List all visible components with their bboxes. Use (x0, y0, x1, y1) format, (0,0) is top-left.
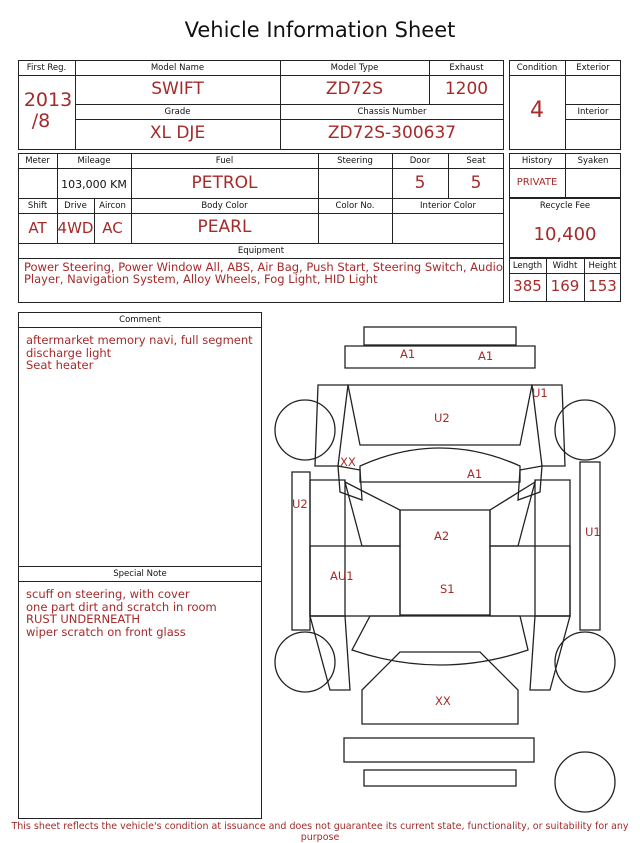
damage-mark: A1 (467, 467, 483, 481)
pillar-left (345, 482, 400, 546)
history-label: History (521, 156, 553, 166)
condition-label: Condition (516, 63, 558, 73)
front-fender-left (315, 385, 348, 466)
grade-value: XL DJE (149, 123, 206, 143)
recycle-fee-label: Recycle Fee (539, 201, 591, 211)
footer-disclaimer: This sheet reflects the vehicle's condition at issuance and does not guarantee its current state, functionality, or suitability for any purpose (11, 821, 629, 843)
equipment-label: Equipment (237, 246, 285, 256)
interior-color-label: Interior Color (420, 201, 476, 211)
grade-label: Grade (164, 107, 191, 117)
mirror-right (518, 466, 542, 500)
door-label: Door (409, 156, 431, 166)
front-door-right-outer (535, 480, 570, 616)
aircon-value: AC (102, 219, 123, 237)
damage-mark: A1 (478, 349, 494, 363)
model-type-label: Model Type (330, 63, 379, 73)
history-value: PRIVATE (516, 177, 558, 188)
height-value: 153 (588, 277, 617, 295)
length-label: Length (512, 261, 543, 271)
damage-mark: XX (340, 455, 356, 469)
side-sill-left (292, 472, 310, 630)
wheel-front-left (275, 400, 335, 460)
damage-mark: U2 (434, 411, 450, 425)
first-reg-year: 2013 (23, 89, 73, 111)
damage-mark: XX (435, 694, 451, 708)
model-name-label: Model Name (150, 63, 205, 73)
equipment-line-2: Player, Navigation System, Alloy Wheels, Fog Light, HID Light (24, 272, 378, 286)
special-note-text (26, 588, 217, 638)
height-label: Height (588, 261, 617, 271)
wheel-rear-right (555, 632, 615, 692)
special-note-line: one part dirt and scratch in room (26, 599, 217, 614)
shift-label: Shift (27, 201, 48, 211)
fuel-label: Fuel (215, 156, 234, 166)
width-value: 169 (550, 277, 580, 295)
comment-label: Comment (119, 315, 161, 325)
front-door-left-outer (310, 480, 345, 616)
trunk (362, 652, 518, 724)
chassis-value: ZD72S-300637 (327, 123, 457, 143)
special-note-line: RUST UNDERNEATH (26, 612, 141, 626)
steering-label: Steering (337, 156, 373, 166)
comment-line: aftermarket memory navi, full segment (26, 333, 253, 347)
rear-door-right (490, 546, 570, 616)
fuel-value: PETROL (191, 173, 258, 193)
mileage-value: 103,000 KM (61, 178, 127, 191)
comment-line: Seat heater (26, 358, 94, 372)
damage-mark: S1 (440, 582, 455, 596)
exhaust-value: 1200 (444, 79, 489, 99)
meter-label: Meter (25, 156, 50, 166)
seat-label: Seat (466, 156, 486, 166)
exterior-label: Exterior (576, 63, 610, 73)
shift-value: AT (28, 219, 47, 237)
model-name-value: SWIFT (151, 79, 204, 99)
rear-bumper-lower (364, 770, 516, 786)
damage-mark: U1 (585, 525, 601, 539)
interior-label: Interior (577, 107, 609, 117)
aircon-label: Aircon (99, 201, 126, 211)
mileage-label: Mileage (77, 156, 111, 166)
damage-mark: A2 (434, 529, 450, 543)
mirror-left (338, 466, 362, 500)
car-damage-diagram (270, 322, 622, 816)
front-bumper-lower (345, 346, 535, 368)
body-color-label: Body Color (201, 201, 248, 211)
width-label: Widht (552, 261, 578, 271)
damage-mark: U2 (292, 497, 308, 511)
page-title: Vehicle Information Sheet (184, 18, 456, 42)
side-sill-right (580, 462, 600, 630)
color-no-label: Color No. (335, 201, 375, 211)
rear-fender-right (530, 616, 570, 690)
first-reg-label: First Reg. (26, 63, 67, 73)
drive-label: Drive (64, 201, 87, 211)
door-value: 5 (414, 173, 426, 193)
first-reg-month: /8 (31, 110, 51, 132)
seat-value: 5 (470, 173, 482, 193)
rear-bumper (344, 738, 534, 762)
chassis-label: Chassis Number (357, 107, 427, 117)
damage-mark: AU1 (330, 569, 354, 583)
spare-wheel (555, 752, 615, 812)
special-note-line: scuff on steering, with cover (26, 587, 190, 601)
roof (400, 510, 490, 615)
condition-value: 4 (530, 98, 544, 123)
recycle-fee-value: 10,400 (533, 224, 597, 245)
windshield (360, 448, 520, 482)
special-note-label: Special Note (113, 569, 167, 579)
pillar-right (490, 482, 535, 546)
comment-text (26, 334, 253, 372)
front-bumper (364, 327, 516, 345)
wheel-rear-left (275, 632, 335, 692)
damage-mark: A1 (400, 347, 416, 361)
length-value: 385 (513, 277, 542, 295)
model-type-value: ZD72S (325, 79, 384, 99)
exhaust-label: Exhaust (449, 63, 484, 73)
damage-mark: U1 (532, 386, 548, 400)
drive-value: 4WD (57, 219, 94, 237)
rear-glass (352, 616, 528, 665)
rear-door-left (310, 546, 400, 616)
special-note-line: wiper scratch on front glass (26, 624, 186, 639)
equipment-line-1: Power Steering, Power Window All, ABS, Air Bag, Push Start, Steering Switch, Audio (24, 260, 503, 274)
syaken-label: Syaken (577, 156, 609, 166)
body-color-value: PEARL (197, 217, 252, 237)
comment-line: discharge light (26, 345, 112, 360)
